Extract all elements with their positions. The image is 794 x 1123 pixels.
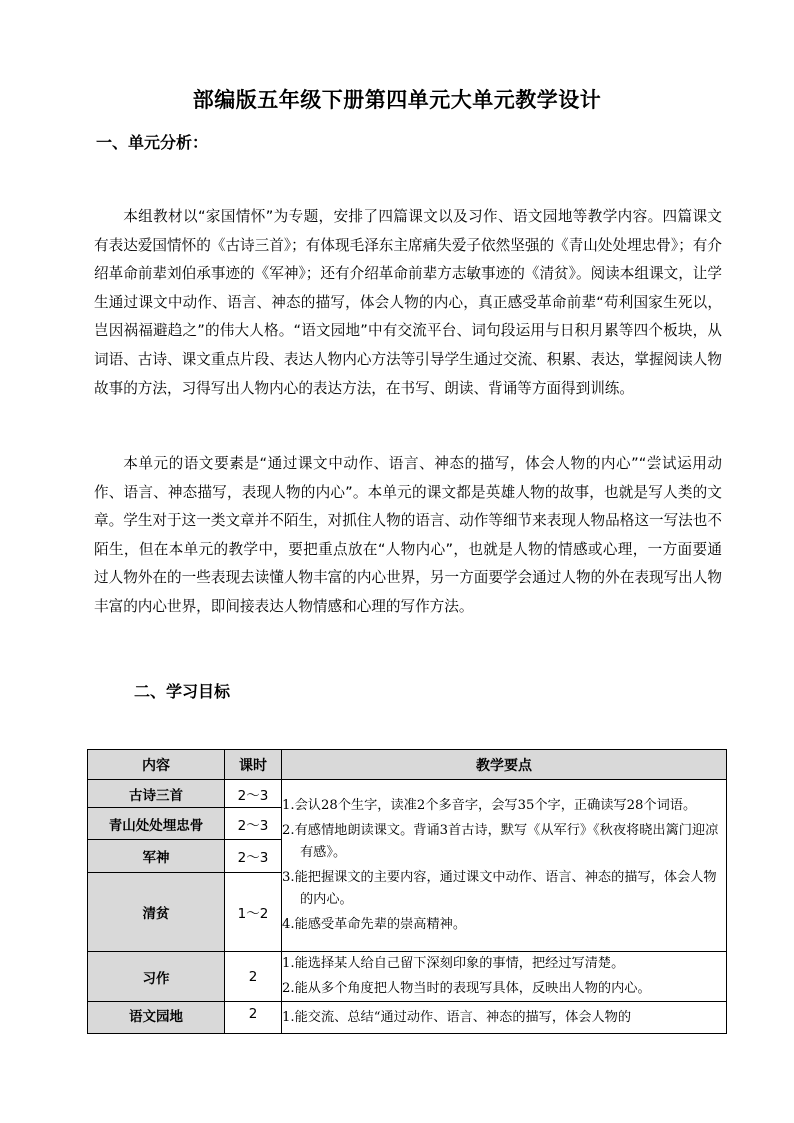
cell-content: 青山处处埋忠骨 [88, 808, 225, 840]
table-row [88, 952, 727, 1002]
teaching-point: 2.能从多个角度把人物当时的表现写具体，反映出人物的内心。 [282, 981, 651, 996]
cell-hours: 2～3 [225, 840, 282, 873]
teaching-point: 1.能选择某人给自己留下深刻印象的事情，把经过写清楚。 [282, 956, 625, 971]
cell-points-group-1 [282, 780, 727, 952]
cell-hours: 2 [225, 1002, 282, 1034]
header-points: 教学要点 [282, 750, 727, 780]
teaching-point: 1.能交流、总结“通过动作、语言、神态的描写，体会人物的 [282, 1009, 632, 1025]
cell-content: 习作 [88, 952, 225, 1002]
cell-hours: 2～3 [225, 780, 282, 808]
teaching-point: 2.有感情地朗读课文。背诵3首古诗，默写《从军行》《秋夜将晓出篱门迎凉有感》。 [282, 823, 719, 860]
table-header-row [88, 750, 727, 780]
paragraph-2: 本单元的语文要素是“通过课文中动作、语言、神态的描写，体会人物的内心”“尝试运用动作、语言、神态描写，表现人物的内心”。本单元的课文都是英雄人物的故事，也就是写人类的文章。学生对于这一类文章并不陌生，对抓住人物的语言、动作等细节来表现人物品格这一写法也不陌生，但在本单元的教学中，要把重点放在“人物内心”，也就是人物的情感或心理，一方面要通过人物外在的一些表现去读懂人物丰富的内心世界，另一方面要学会通过人物的外在表现写出人物丰富的内心世界，即间接表达人物情感和心理的写作方法。 [94, 455, 722, 615]
cell-content: 军神 [88, 840, 225, 873]
teaching-point: 3.能把握课文的主要内容，通过课文中动作、语言、神态的描写，体会人物的内心。 [282, 870, 717, 907]
table-row [88, 1002, 727, 1034]
cell-content: 清贫 [88, 873, 225, 952]
cell-content: 语文园地 [88, 1002, 225, 1034]
learning-goals-table [87, 749, 727, 1034]
paragraph-1: 本组教材以“家国情怀”为专题，安排了四篇课文以及习作、语文园地等教学内容。四篇课文有表达爱国情怀的《古诗三首》；有体现毛泽东主席痛失爱子依然坚强的《青山处处埋忠骨》；有介绍革命前辈刘伯承事迹的《军神》；还有介绍革命前辈方志敏事迹的《清贫》。阅读本组课文，让学生通过课文中动作、语言、神态的描写，体会人物的内心，真正感受革命前辈“苟利国家生死以，岂因祸福避趋之”的伟大人格。“语文园地”中有交流平台、词句段运用与日积月累等四个板块，从词语、古诗、课文重点片段、表达人物内心方法等引导学生通过交流、积累、表达，掌握阅读人物故事的方法，习得写出人物内心的表达方法，在书写、朗读、背诵等方面得到训练。 [94, 208, 722, 397]
header-hours: 课时 [225, 750, 282, 780]
teaching-point: 4.能感受革命先辈的崇高精神。 [282, 917, 467, 932]
cell-hours: 2 [225, 952, 282, 1002]
header-content: 内容 [88, 750, 225, 780]
cell-points-group-2 [282, 952, 727, 1002]
table-row [88, 780, 727, 808]
section-heading-unit-analysis: 一、单元分析： [96, 133, 209, 152]
document-title: 部编版五年级下册第四单元大单元教学设计 [192, 88, 602, 112]
teaching-point: 1.会认28个生字，读准2个多音字，会写35个字，正确读写28个词语。 [282, 798, 697, 813]
cell-hours: 1～2 [225, 873, 282, 952]
cell-content: 古诗三首 [88, 780, 225, 808]
cell-hours: 2～3 [225, 808, 282, 840]
section-heading-learning-goals: 二、学习目标 [134, 682, 231, 701]
cell-points-group-3 [282, 1002, 727, 1034]
